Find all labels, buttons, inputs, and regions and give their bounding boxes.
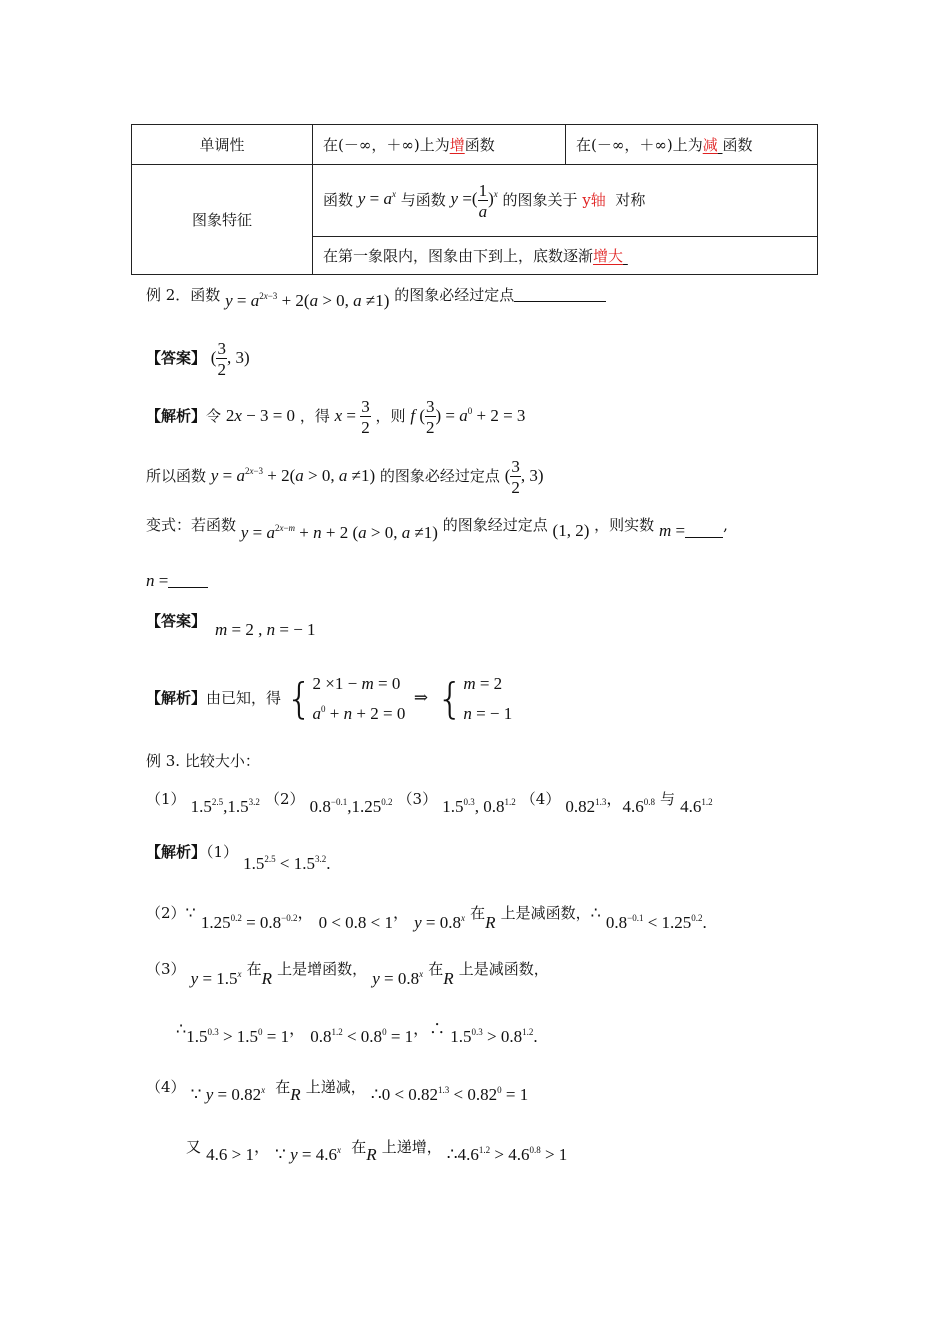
example-3-analysis-1: 【解析】（1） $1.5^{2.5} < 1.5^{3.2}$. bbox=[146, 843, 331, 873]
example-2-analysis: 【解析】令 2x − 3 = 0 ，得 x = $\frac{3}{2}$ ，则 f ( $\frac{3}{2}$ ) = $a^0 + 2 = 3$ bbox=[146, 397, 526, 437]
symmetry-cell: 函数 $y = a^x$ 与函数 y =( $\frac{1}{a}$ )$^x$ 的图象关于 y轴 对称 bbox=[313, 165, 818, 237]
monotonicity-increasing: 在(－∞，＋∞)上为增函数 bbox=[313, 125, 566, 165]
variant-question: 变式：若函数 $y = a^{2x-m} + n + 2$ (a > 0, a ≠1) 的图象经过定点 (1, 2) ，则实数 m = , bbox=[146, 516, 728, 542]
monotonicity-label: 单调性 bbox=[132, 125, 313, 165]
example-3-analysis-4b: 又 4.6 > 1， ∵ $y = 4.6^x$ 在R 上递增， $\therefore 4.6^{1.2} > 4.6^{0.8} > 1$ bbox=[186, 1137, 568, 1164]
example-3-analysis-3b: $\therefore 1.5^{0.3} > 1.5^0 = 1$， $0.8^{1.2} < 0.8^0 = 1$，∴ $1.5^{0.3} > 0.8^{1.2}$. bbox=[176, 1019, 538, 1046]
example-3-title: 例 3. 比较大小： bbox=[146, 752, 260, 770]
variant-analysis: 【解析】由已知，得 {2 ×1 − m = 0 $a^0 + n + 2 = 0$ ⇒ {m = 2 n = − 1 bbox=[146, 674, 513, 723]
monotonicity-decreasing: 在(－∞，＋∞)上为减 函数 bbox=[566, 125, 818, 165]
example-2-conclusion: 所以函数 $y = a^{2x-3} + 2(a > 0$, a ≠1) 的图象必经过定点 ( $\frac{3}{2}$ , 3) bbox=[146, 457, 544, 497]
example-3-items: （1） $1.5^{2.5},1.5^{3.2}$ （2） $0.8^{-0.1},1.25^{0.2}$ （3） $1.5^{0.3}$, $0.8^{1.2}$ （4） $0.82^{1.3}$，$4.6^{0.8}$ 与 $4.6^{1.2}$ bbox=[146, 789, 713, 816]
example-2-question: 例 2．函数 $y = a^{2x-3} + 2(a > 0$, a ≠1) 的图象必经过定点 bbox=[146, 284, 606, 305]
first-quadrant-cell: 在第一象限内，图象由下到上，底数逐渐增大 bbox=[313, 237, 818, 275]
variant-answer: 【答案】 bbox=[146, 612, 207, 630]
variant-answer-value: m = 2 , n = − 1 bbox=[215, 620, 316, 639]
example-3-analysis-4a: （4） ∵ $y = 0.82^x$ 在R 上递减， ∴0 < $0.82^{1.3} < 0.82^0 = 1$ bbox=[146, 1078, 529, 1104]
example-3-analysis-2: （2）∵ $1.25^{0.2} = 0.8^{-0.2}$， 0 < 0.8 < 1， $y = 0.8^x$ 在R 上是减函数，∴ $0.8^{-0.1} < 1.25^{0.2}$. bbox=[146, 903, 707, 932]
variant-question-n: n = bbox=[146, 571, 208, 591]
properties-table bbox=[131, 124, 818, 275]
example-3-analysis-3a: （3） $y = 1.5^x$ 在R 上是增函数， $y = 0.8^x$ 在R 上是减函数， bbox=[146, 960, 549, 988]
graph-features-label: 图象特征 bbox=[132, 165, 313, 275]
example-2-answer: 【答案】 ( $\frac{3}{2}$ , 3) bbox=[146, 339, 250, 379]
